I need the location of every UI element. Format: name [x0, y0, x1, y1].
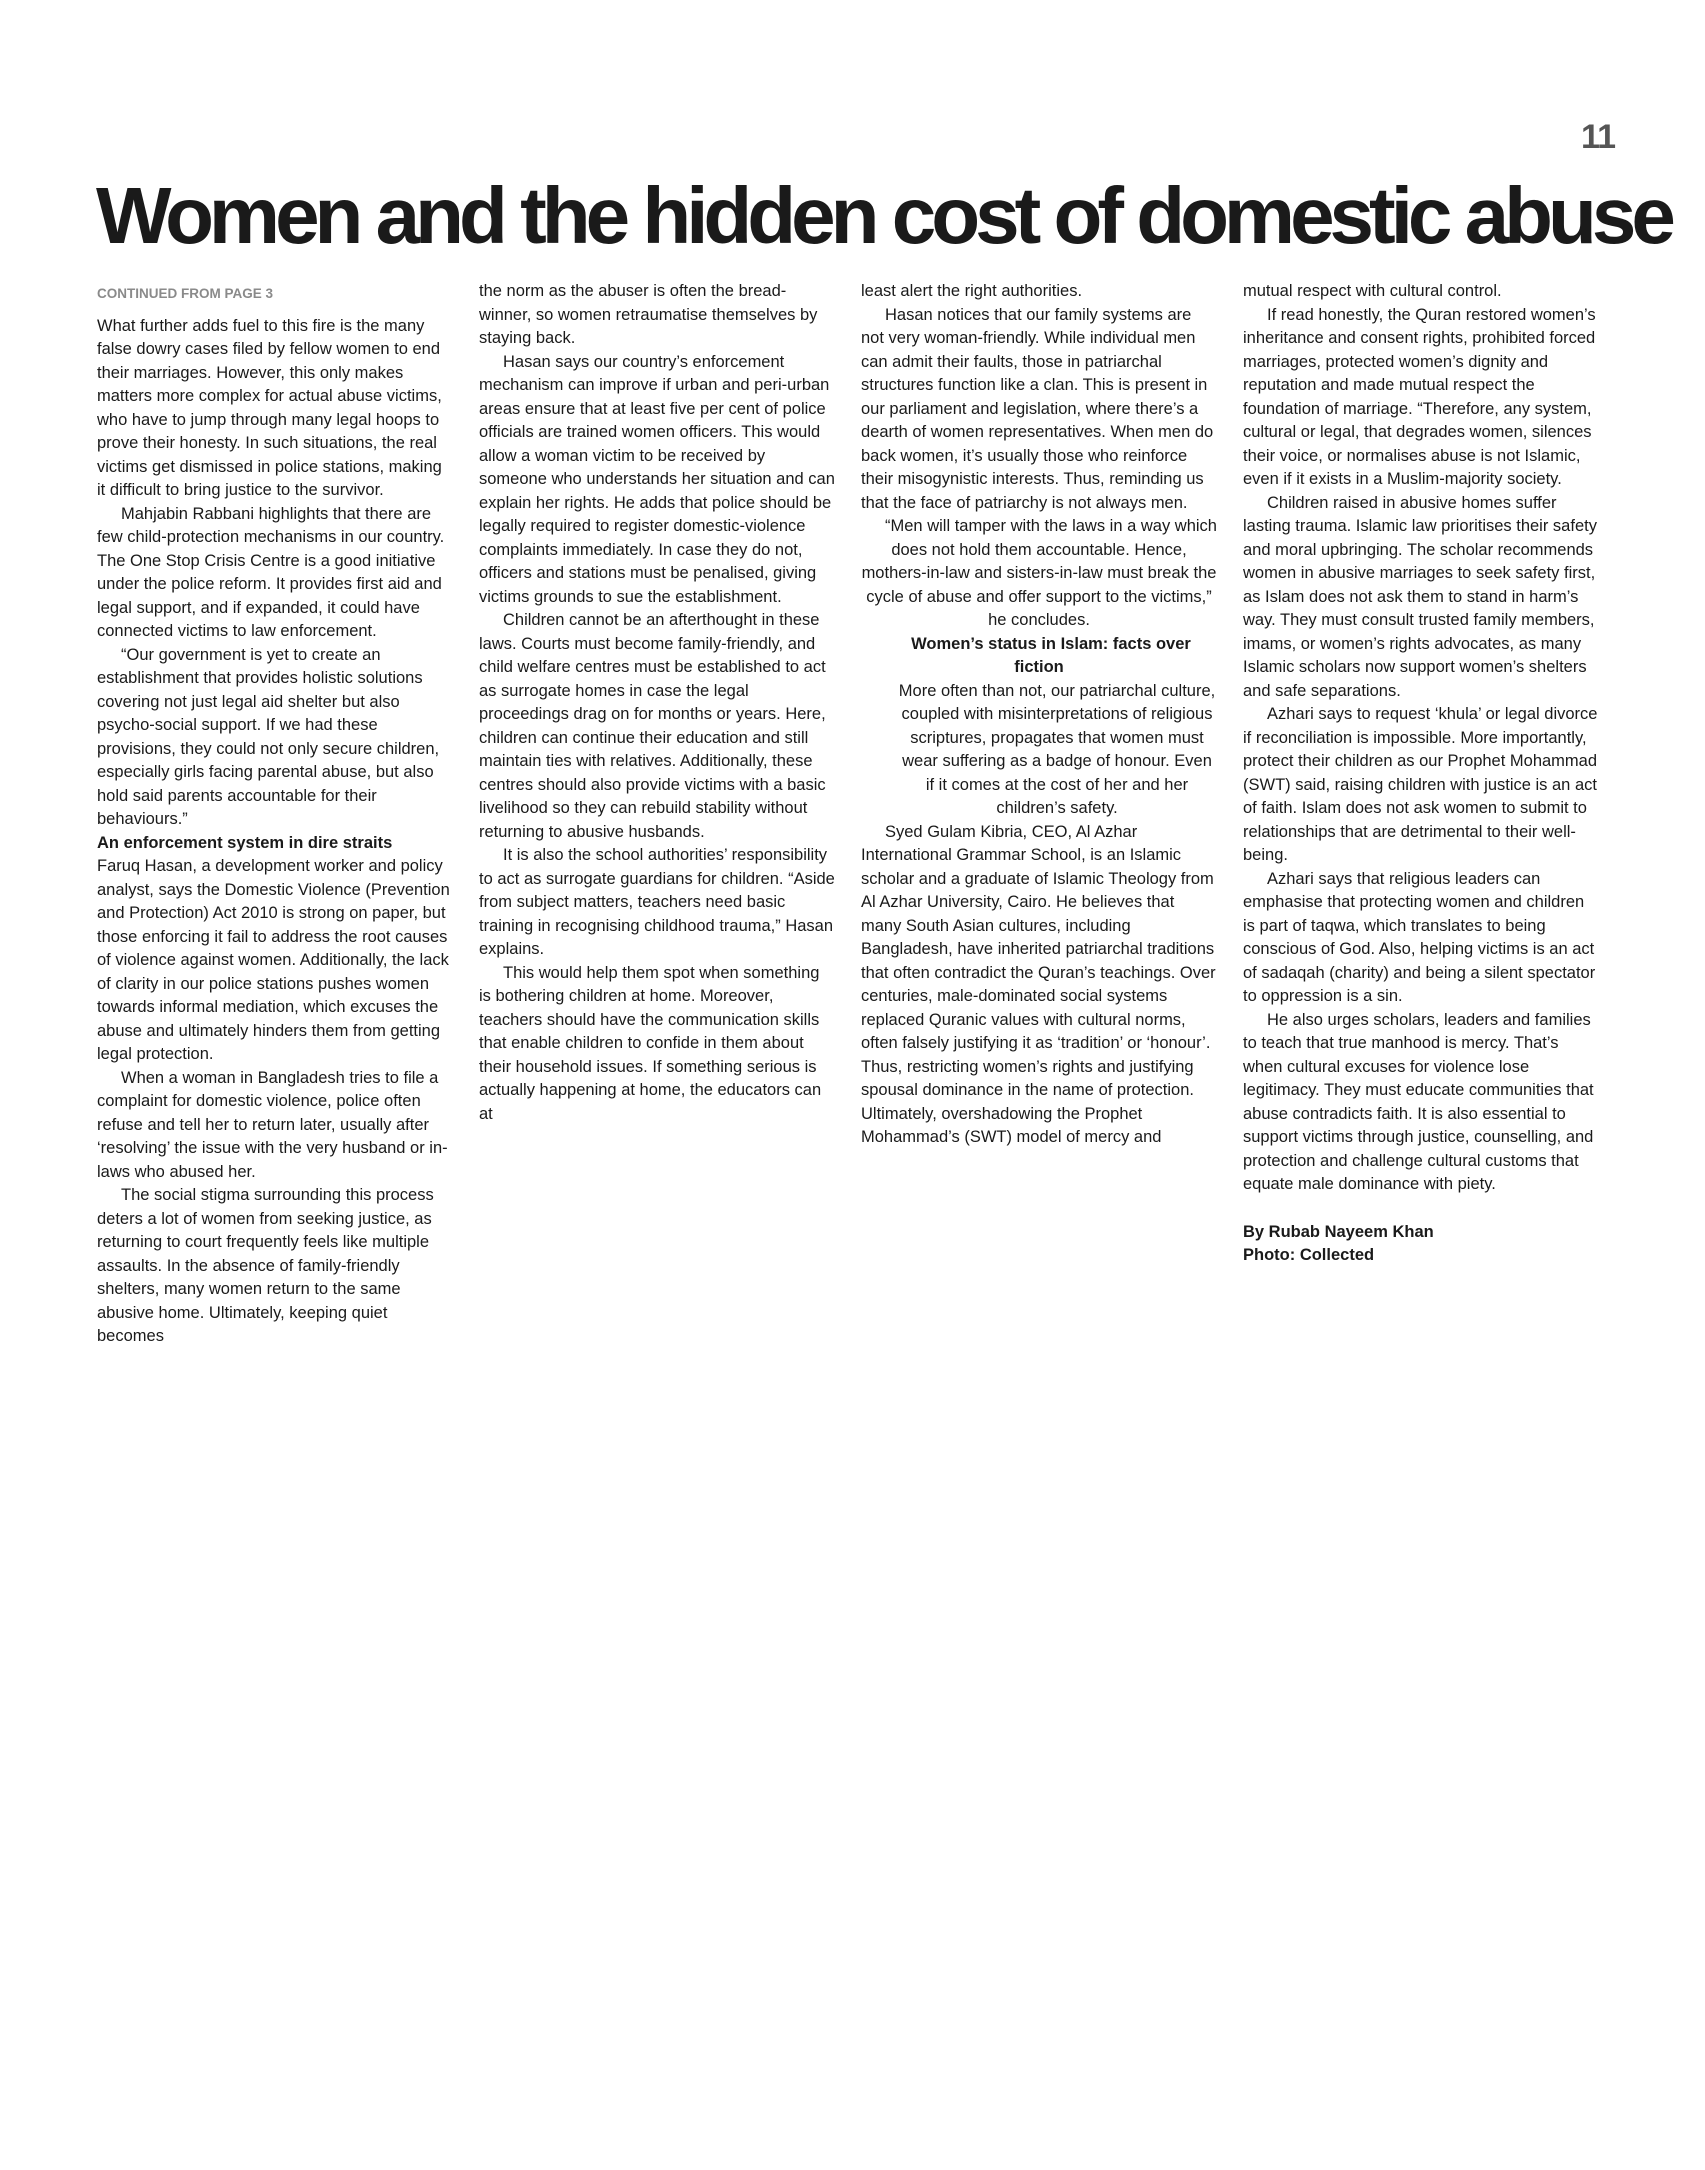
paragraph: “Our government is yet to create an establishment that provides holistic solutions covering not just legal aid shelter but also psycho-social support. If we had these provisions, they could not only secure children, especially girls facing parental abuse, but also hold said parents accountable for their behaviours.”	[97, 645, 440, 828]
section-subhead: An enforcement system in dire straits	[97, 833, 393, 852]
byline-block	[1243, 1221, 1599, 1268]
article-column-2	[479, 280, 835, 1126]
paragraph: Azhari says that religious leaders can emphasise that protecting women and children is part of taqwa, which translates to being conscious of God. Also, helping victims is an act of sadaqah (charity) and being a silent spectator to oppression is a sin.	[1243, 869, 1596, 1005]
article-column-4	[1243, 280, 1599, 1268]
paragraph: What further adds fuel to this fire is the many false dowry cases filed by fellow women to end their marriages. However, this only makes matters more complex for actual abuse victims, who have to jump through many legal hoops to prove their honesty. In such situations, the real victims get dismissed in police stations, making it difficult to bring justice to the survivor.	[97, 316, 442, 499]
paragraph: When a woman in Bangladesh tries to file a complaint for domestic violence, police often refuse and tell her to return later, usually after ‘resolving’ the issue with the very husband or in-laws who abused her.	[97, 1068, 448, 1181]
headline: Women and the hidden cost of domestic abuse	[96, 171, 1671, 260]
article-column-3	[861, 280, 1217, 1150]
continued-from-kicker: CONTINUED FROM PAGE 3	[97, 286, 274, 301]
paragraph: mutual respect with cultural control.	[1243, 282, 1502, 300]
paragraph: This would help them spot when something is bothering children at home. Moreover, teachers should have the communication skills that enable children to confide in them about their household issues. If something serious is actually happening at home, the educators can at	[479, 963, 822, 1123]
paragraph: It is also the school authorities’ responsibility to act as surrogate guardians for children. “Aside from subject matters, teachers need basic training in recognising childhood trauma,” Hasan explains.	[479, 846, 835, 958]
paragraph: Children raised in abusive homes suffer lasting trauma. Islamic law prioritises their safety and moral upbringing. The scholar recommends women in abusive marriages to seek safety first, as Islam does not ask them to stand in harm’s way. They must consult trusted family members, imams, or women’s rights advocates, as many Islamic scholars now support women’s shelters and safe separations.	[1243, 493, 1597, 700]
photo-credit: Photo: Collected	[1243, 1246, 1375, 1264]
paragraph: More often than not, our patriarchal culture, coupled with misinterpretations of religious scriptures, propagates that women must wear suffering as a badge of honour. Even if it comes at the cost of her and her children’s safety.	[898, 681, 1216, 817]
paragraph: The social stigma surrounding this process deters a lot of women from seeking justice, as returning to court frequently feels like multiple assaults. In the absence of family-friendly shelters, many women return to the same abusive home. Ultimately, keeping quiet becomes	[97, 1186, 434, 1345]
author-byline: By Rubab Nayeem Khan	[1243, 1222, 1434, 1241]
pull-quote: “Men will tamper with the laws in a way which does not hold them accountable. Hence, mothers-in-law and sisters-in-law must break the cycle of abuse and offer support to the victims,” he concludes.	[861, 517, 1217, 629]
paragraph: Azhari says to request ‘khula’ or legal divorce if reconciliation is impossible. More importantly, protect their children as our Prophet Mohammad (SWT) said, raising children with justice is an act of faith. Islam does not ask women to submit to relationships that are detrimental to their well-being.	[1243, 705, 1598, 864]
article-column-1	[97, 280, 453, 1349]
paragraph: Hasan notices that our family systems are not very woman-friendly. While individual men can admit their faults, those in patriarchal structures function like a clan. This is present in our parliament and legislation, where there’s a dearth of women representatives. When men do back women, it’s usually those who reinforce their misogynistic interests. Thus, reminding us that the face of patriarchy is not always men.	[861, 305, 1214, 512]
paragraph: Hasan says our country’s enforcement mechanism can improve if urban and peri-urban areas ensure that at least five per cent of police officials are trained women officers. This would allow a woman victim to be received by someone who understands her situation and can explain her rights. He adds that police should be legally required to register domestic-violence complaints immediately. In case they do not, officers and stations must be penalised, giving victims grounds to sue the establishment.	[479, 352, 835, 606]
paragraph: Syed Gulam Kibria, CEO, Al Azhar International Grammar School, is an Islamic scholar and a graduate of Islamic Theology from Al Azhar University, Cairo. He believes that many South Asian cultures, including Bangladesh, have inherited patriarchal traditions that often contradict the Quran’s teachings. Over centuries, male-dominated social systems replaced Quranic values with cultural norms, often falsely justifying it as ‘tradition’ or ‘honour’. Thus, restricting women’s rights and justifying spousal dominance in the name of protection. Ultimately, overshadowing the Prophet Mohammad’s (SWT) model of mercy and	[861, 822, 1216, 1146]
paragraph: He also urges scholars, leaders and families to teach that true manhood is mercy. That’s when cultural excuses for violence lose legitimacy. They must educate communities that abuse contradicts faith. It is also essential to support victims through justice, counselling, and protection and challenge cultural customs that equate male dominance with piety.	[1243, 1010, 1594, 1193]
page-number: 11	[1581, 118, 1615, 156]
paragraph: Mahjabin Rabbani highlights that there are few child-protection mechanisms in our country. The One Stop Crisis Centre is a good initiative under the police reform. It provides first aid and legal support, and if expanded, it could have connected victims to law enforcement.	[97, 504, 445, 640]
paragraph: least alert the right authorities.	[861, 282, 1083, 300]
paragraph: the norm as the abuser is often the bread-winner, so women retraumatise themselves by staying back.	[479, 282, 818, 347]
section-subhead: Women’s status in Islam: facts over fiction	[911, 634, 1191, 676]
paragraph: Children cannot be an afterthought in these laws. Courts must become family-friendly, and child welfare centres must be established to act as surrogate homes in case the legal proceedings drag on for months or years. Here, children can continue their education and still maintain ties with relatives. Additionally, these centres should also provide victims with a basic livelihood so they can rebuild stability without returning to abusive husbands.	[479, 611, 826, 841]
paragraph: Faruq Hasan, a development worker and policy analyst, says the Domestic Violence (Prevention and Protection) Act 2010 is strong on paper, but those enforcing it fail to address the root causes of violence against women. Additionally, the lack of clarity in our police stations pushes women towards informal mediation, which excuses the abuse and ultimately hinders them from getting legal protection.	[97, 857, 450, 1063]
paragraph: If read honestly, the Quran restored women’s inheritance and consent rights, prohibited forced marriages, protected women’s dignity and reputation and made mutual respect the foundation of marriage. “Therefore, any system, cultural or legal, that degrades women, silences their voice, or normalises abuse is not Islamic, even if it exists in a Muslim-majority society.	[1243, 305, 1596, 488]
